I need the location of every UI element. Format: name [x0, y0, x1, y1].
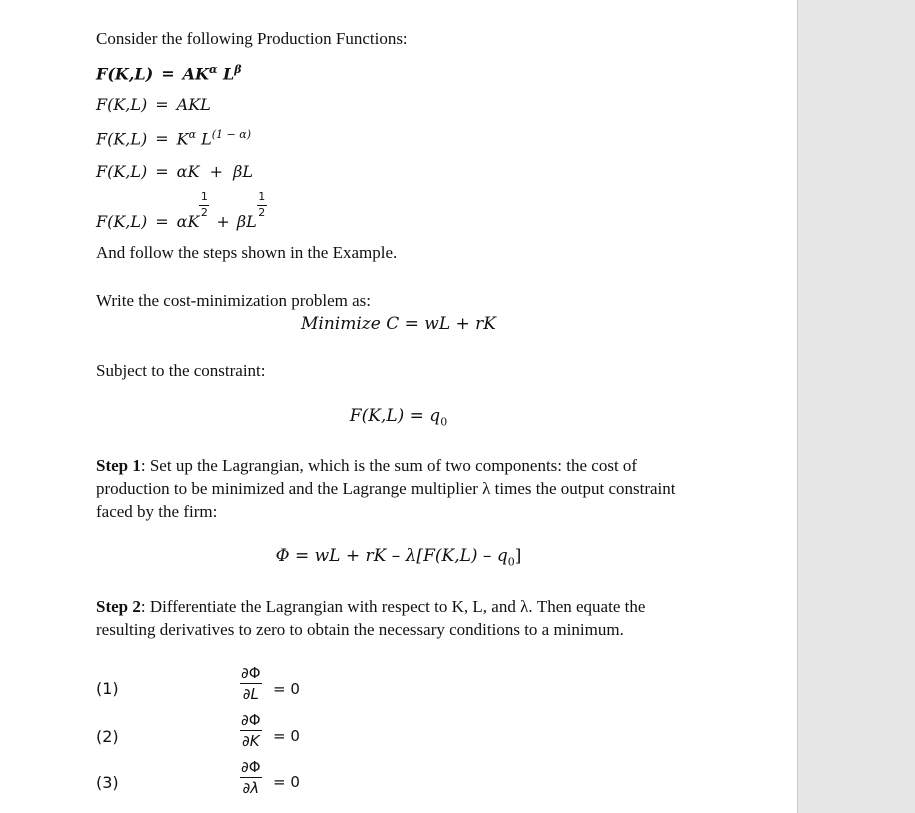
- production-function-1: $F(K,L) = AK^\alpha$ $L^\beta$: [96, 63, 242, 84]
- production-function-5: F(K,L) = αK $\frac{1}{2}$ + βL $\frac{1}{2}$: [96, 190, 266, 231]
- lagrangian-equation: Φ = wL + rK – $\lambda[F(K,L) - q_0]$: [275, 546, 522, 569]
- constraint-equation: $F(K,L) = q_0$: [349, 406, 448, 429]
- exponent-half-1: $\frac{1}{2}$: [200, 190, 208, 219]
- production-function-4: F(K,L) = αK + βL: [96, 162, 254, 181]
- production-function-2: F(K,L) = AKL: [96, 95, 211, 114]
- step2-paragraph: Step 2: Differentiate the Lagrangian with respect to K, L, and λ. Then equate the resulting derivatives to zero to obtain the necessary conditions to a minimum.: [96, 597, 646, 639]
- step2-label: Step 2: [96, 597, 141, 616]
- follow-steps-text: And follow the steps shown in the Example.: [96, 243, 398, 262]
- condition-1-fraction: ∂Φ ∂L: [241, 664, 261, 703]
- write-problem-text: Write the cost-minimization problem as:: [96, 291, 372, 310]
- side-pane: [798, 0, 915, 813]
- step1-label: Step 1: [96, 456, 141, 475]
- condition-number-1: (1): [96, 679, 119, 698]
- condition-number-3: (3): [96, 773, 119, 792]
- production-function-3: $F(K,L) = K^\alpha$ $L^{(1 - \alpha)}$: [96, 128, 251, 149]
- condition-1-rhs: = 0: [273, 680, 300, 698]
- objective-equation: Minimize C = wL + rK: [301, 314, 496, 334]
- intro-text: Consider the following Production Functions:: [96, 29, 408, 48]
- subject-to-text: Subject to the constraint:: [96, 361, 266, 380]
- condition-3-rhs: = 0: [273, 773, 300, 791]
- condition-number-2: (2): [96, 727, 119, 746]
- condition-3-fraction: ∂Φ ∂λ: [241, 758, 261, 797]
- exponent-half-2: $\frac{1}{2}$: [258, 190, 266, 219]
- condition-2-rhs: = 0: [273, 727, 300, 745]
- condition-2-fraction: ∂Φ ∂K: [241, 711, 261, 750]
- step1-paragraph: Step 1: Set up the Lagrangian, which is the sum of two components: the cost of production to be minimized and the Lagrange multiplier λ times the output constraint faced by the firm:: [96, 456, 676, 521]
